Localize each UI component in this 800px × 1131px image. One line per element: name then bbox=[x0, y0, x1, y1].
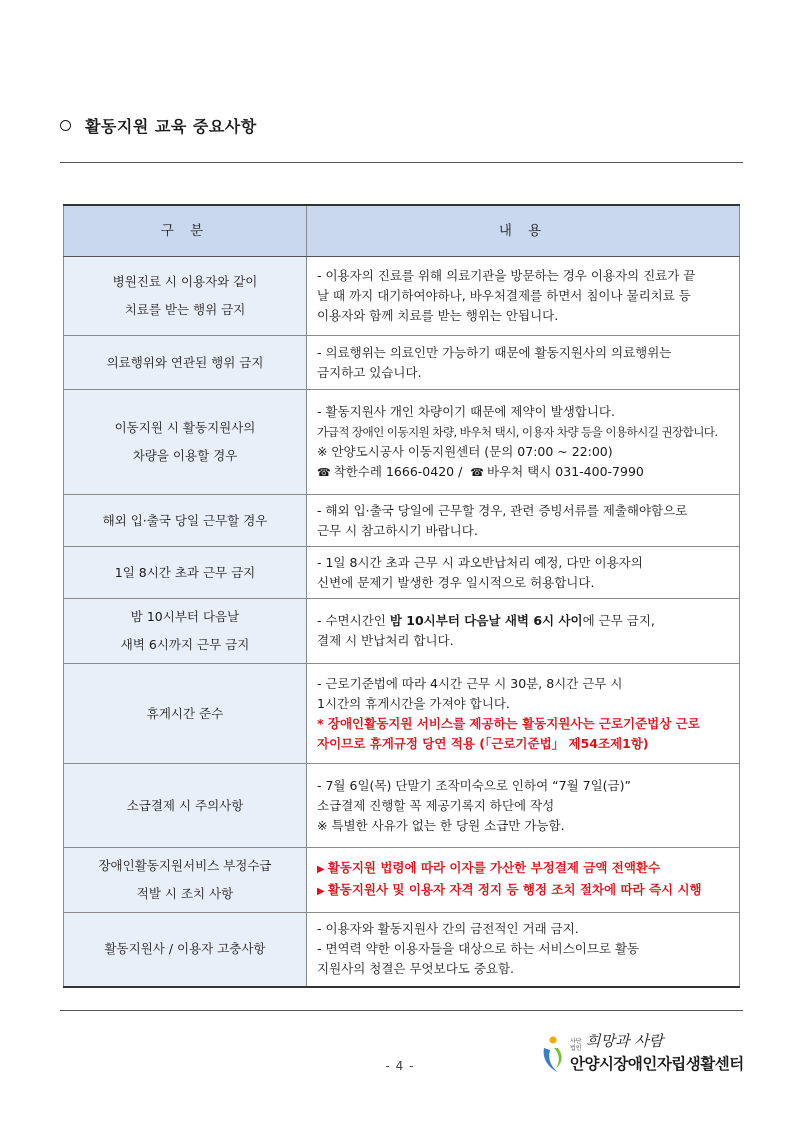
row-category: 병원진료 시 이용자와 같이 치료를 받는 행위 금지 bbox=[64, 257, 307, 336]
logo-slogan: 희망과 사람 bbox=[586, 1032, 664, 1050]
row-content: - 1일 8시간 초과 근무 시 과오반납처리 예정, 다만 이용자의 신변에 문제기 발생한 경우 일시적으로 허용합니다. bbox=[307, 547, 740, 599]
table-row bbox=[64, 547, 740, 599]
logo-org-name: 안양시장애인자립생활센터 bbox=[570, 1055, 744, 1073]
row-category: 활동지원사 / 이용자 고충사항 bbox=[64, 913, 307, 987]
row-category: 의료행위와 연관된 행위 금지 bbox=[64, 336, 307, 390]
table-row bbox=[64, 913, 740, 987]
page-number: - 4 - bbox=[385, 1059, 415, 1073]
row-category: 밤 10시부터 다음날 새벽 6시까지 근무 금지 bbox=[64, 599, 307, 664]
table-row bbox=[64, 764, 740, 848]
row-content: - 이용자의 진료를 위해 의료기관을 방문하는 경우 이용자의 진료가 끝 날 때 까지 대기하여야하나, 바우처결제를 하면서 침이나 물리치료 등 이용자와 함께 치료를 받는 행위는 안됩니다. bbox=[307, 257, 740, 336]
phone-icon: ☎ bbox=[470, 465, 484, 479]
header-content: 내 용 bbox=[307, 205, 740, 257]
row-category: 소급결제 시 주의사항 bbox=[64, 764, 307, 848]
top-divider bbox=[60, 162, 743, 163]
row-content: - 해외 입·출국 당일에 근무할 경우, 관련 증빙서류를 제출해야함으로 근무 시 참고하시기 바랍니다. bbox=[307, 495, 740, 547]
circle-bullet-icon bbox=[60, 120, 71, 131]
bottom-divider bbox=[60, 1010, 743, 1011]
triangle-bullet-icon: ▶ bbox=[317, 864, 325, 875]
labor-law-notice: * 장애인활동지원 서비스를 제공하는 활동지원사는 근로기준법상 근로 bbox=[317, 715, 700, 731]
row-content: - 근로기준법에 따라 4시간 근무 시 30분, 8시간 근무 시 1시간의 휴게시간을 가져야 합니다. * 장애인활동지원 서비스를 제공하는 활동지원사는 근로기준법상 근로 자이므로 휴게규정 당연 적용 (「근로기준법」 제54조제1항) bbox=[307, 664, 740, 764]
row-category: 이동지원 시 활동지원사의 차량을 이용할 경우 bbox=[64, 390, 307, 495]
row-category: 장애인활동지원서비스 부정수급 적발 시 조치 사항 bbox=[64, 848, 307, 913]
triangle-bullet-icon: ▶ bbox=[317, 886, 325, 897]
row-content: - 수면시간인 밤 10시부터 다음날 새벽 6시 사이에 근무 금지, 결제 시 반납처리 합니다. bbox=[307, 599, 740, 664]
table-row bbox=[64, 599, 740, 664]
logo-small-text: 사단법인 bbox=[570, 1038, 582, 1052]
row-category: 해외 입·출국 당일 근무할 경우 bbox=[64, 495, 307, 547]
table-row bbox=[64, 664, 740, 764]
table-row bbox=[64, 495, 740, 547]
people-logo-icon bbox=[540, 1034, 564, 1074]
row-content: ▶ 활동지원 법령에 따라 이자를 가산한 부정결제 금액 전액환수 ▶ 활동지원사 및 이용자 자격 정지 등 행정 조치 절차에 따라 즉시 시행 bbox=[307, 848, 740, 913]
education-table bbox=[63, 204, 740, 988]
table-row bbox=[64, 336, 740, 390]
row-category: 휴게시간 준수 bbox=[64, 664, 307, 764]
row-content: - 7월 6일(목) 단말기 조작미숙으로 인하여 “7월 7일(금)” 소급결제 진행할 꼭 제공기록지 하단에 작성 ※ 특별한 사유가 없는 한 당원 소급만 가능함. bbox=[307, 764, 740, 848]
phone-icon: ☎ bbox=[317, 465, 331, 479]
emphasis-night-hours: 밤 10시부터 다음날 새벽 6시 사이 bbox=[389, 613, 583, 628]
labor-law-notice-cont: 자이므로 휴게규정 당연 적용 (「근로기준법」 제54조제1항) bbox=[317, 735, 649, 751]
row-category: 1일 8시간 초과 근무 금지 bbox=[64, 547, 307, 599]
section-title-text: 활동지원 교육 중요사항 bbox=[85, 117, 257, 136]
table-row bbox=[64, 848, 740, 913]
row-content: - 활동지원사 개인 차량이기 때문에 제약이 발생합니다. 가급적 장애인 이동지원 차량, 바우처 택시, 이용자 차량 등을 이용하시길 권장합니다. ※ 안양도시공사 이동지원센터 (문의 07:00 ~ 22:00) ☎ 착한수레 1666-0420 / ☎ 바우처 택시 031-400-7990 bbox=[307, 390, 740, 495]
row-content: - 이용자와 활동지원사 간의 금전적인 거래 금지. - 면역력 약한 이용자들을 대상으로 하는 서비스이므로 활동 지원사의 청결은 무엇보다도 중요함. bbox=[307, 913, 740, 987]
row-content: - 의료행위는 의료인만 가능하기 때문에 활동지원사의 의료행위는 금지하고 있습니다. bbox=[307, 336, 740, 390]
header-category: 구 분 bbox=[64, 205, 307, 257]
table-row bbox=[64, 390, 740, 495]
table-row bbox=[64, 257, 740, 336]
section-title bbox=[60, 114, 257, 137]
table-header-row bbox=[64, 205, 740, 257]
center-logo bbox=[540, 1030, 760, 1080]
